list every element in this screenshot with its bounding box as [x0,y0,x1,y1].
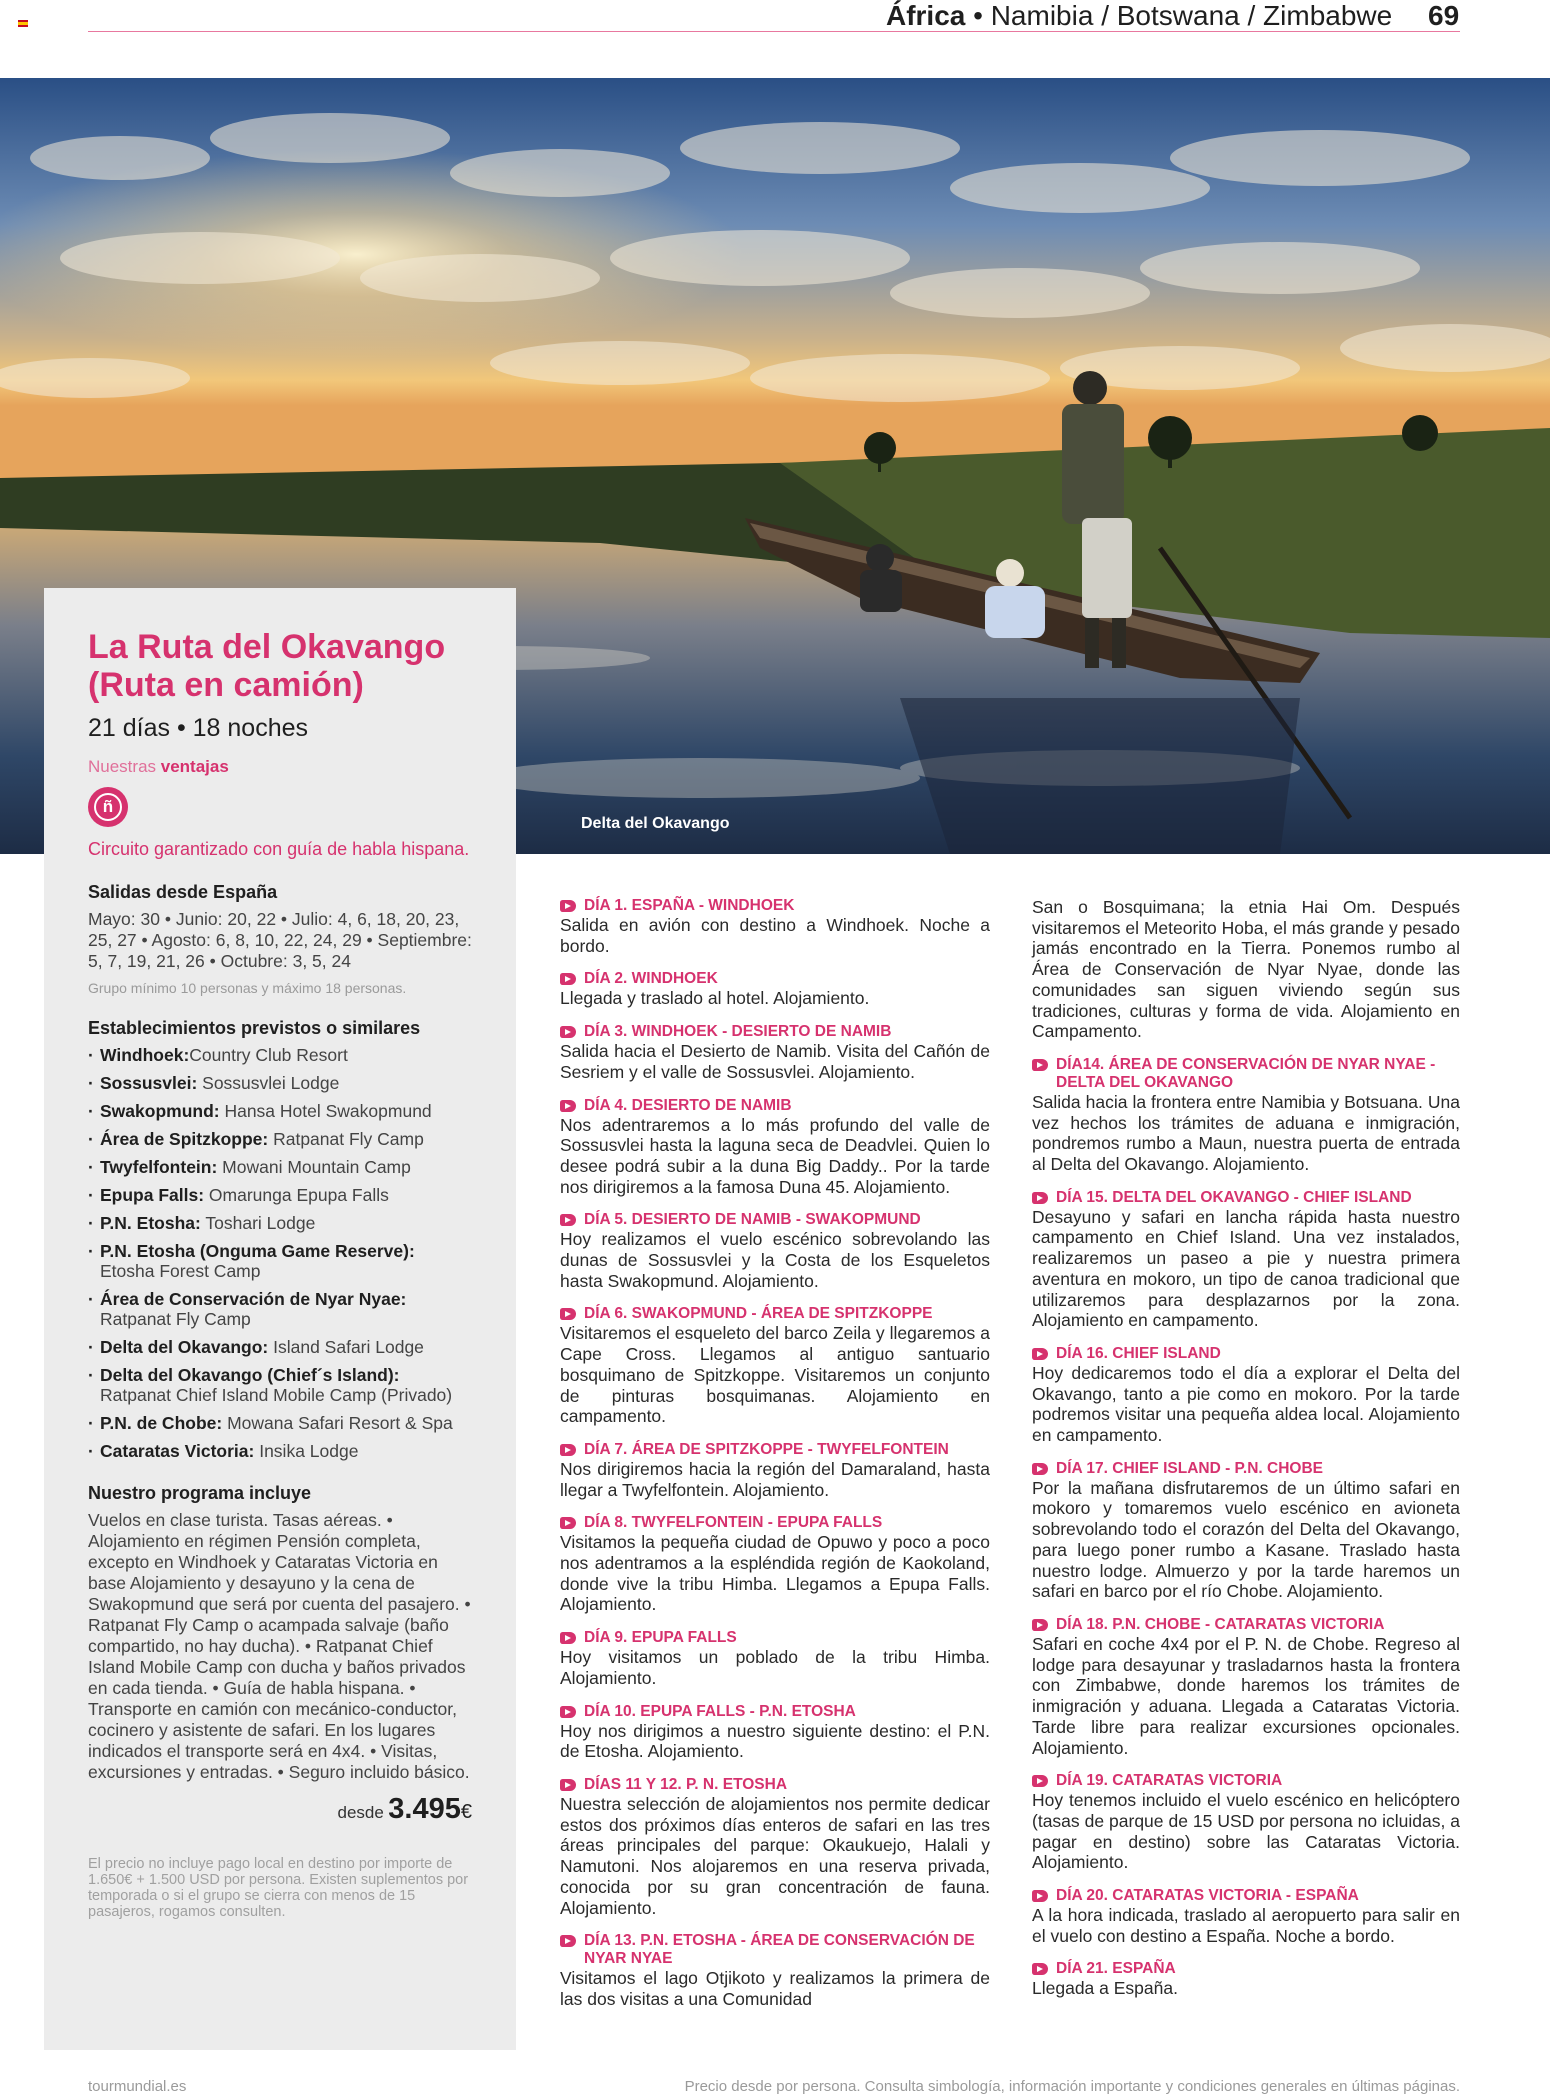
advantages-prefix: Nuestras [88,757,157,776]
establishment-place: Epupa Falls: [100,1185,205,1205]
footer-note: Precio desde por persona. Consulta simbología, información importante y condiciones generales en últimas páginas. [684,2078,1460,2095]
day-text: Salida hacia el Desierto de Namib. Visita del Cañón de Sesriem y el valle de Sossusvlei. Alojamiento. [560,1041,990,1082]
play-bullet-icon [560,1100,576,1112]
establishment-place: Windhoek: [100,1045,190,1065]
day-title: DÍA 10. EPUPA FALLS - P.N. ETOSHA [584,1702,856,1720]
day-text: Safari en coche 4x4 por el P. N. de Chobe. Regreso al lodge para desayunar y trasladarnos hasta la frontera con Zimbabwe, donde haremos los trámites de inmigración y aduana. Llegada a Cataratas Victoria. Tarde libre para realizar excursiones opcionales. Alojamiento. [1032,1633,1460,1758]
trip-info-box [44,588,516,2050]
day-heading [1032,1189,1460,1207]
establishment-item [88,1129,472,1149]
play-bullet-icon [1032,1192,1048,1204]
day-text: Visitamos la pequeña ciudad de Opuwo y poco a poco nos adentramos a la espléndida región de Kaokoland, donde vive la tribu Himba. Llegamos a Epupa Falls. Alojamiento. [560,1532,990,1615]
itinerary-day [560,1023,990,1082]
price-from: desde [337,1803,384,1822]
day-title: DÍA 8. TWYFELFONTEIN - EPUPA FALLS [584,1514,883,1532]
day-title: DÍA 5. DESIERTO DE NAMIB - SWAKOPMUND [584,1211,921,1229]
establishment-item [88,1337,472,1357]
play-bullet-icon [560,1444,576,1456]
page-number: 69 [1428,0,1460,31]
day-heading [560,1932,990,1968]
play-bullet-icon [1032,1059,1048,1071]
day-text: Desayuno y safari en lancha rápida hasta nuestro campamento en Chief Island. Una vez instalados, realizaremos un paseo a pie y nuestra primera aventura en mokoro, un tipo de canoa tradicional que utilizaremos para desplazarnos por la zona. Alojamiento en campamento. [1032,1206,1460,1331]
establishment-place: P.N. Etosha (Onguma Game Reserve): [100,1241,415,1261]
day-heading [560,1441,990,1459]
day-title: DÍA 15. DELTA DEL OKAVANGO - CHIEF ISLAND [1056,1188,1412,1206]
itinerary-day [1032,1772,1460,1873]
establishment-place: Área de Conservación de Nyar Nyae: [100,1289,407,1309]
day-text: Por la mañana disfrutaremos de un último safari en mokoro y tomaremos vuelo escénico en avioneta sobrevolando todo el corazón del Delta del Okavango, para luego poner rumbo a Kasane. Traslado hasta nuestro lodge. Almuerzo y por la tarde haremos un safari en barco por el río Chobe. Alojamiento. [1032,1477,1460,1602]
establishment-item [88,1413,472,1433]
establishment-item [88,1045,472,1065]
day-heading [560,897,990,915]
establishment-item [88,1213,472,1233]
day-heading [560,1514,990,1532]
establishment-hotel: Island Safari Lodge [268,1337,424,1357]
day-heading [1032,1460,1460,1478]
day-text: Nuestra selección de alojamientos nos permite dedicar estos dos próximos días enteros de safari en las tres áreas principales del parque: Okaukuejo, Halali y Namutoni. Nos alojaremos en una reserva privada, conocida por su gran concentración de fauna. Alojamiento. [560,1793,990,1918]
advantages-heading [88,757,472,777]
day-heading [560,1776,990,1794]
day-title: DÍA 6. SWAKOPMUND - ÁREA DE SPITZKOPPE [584,1305,933,1323]
advantages-bold: ventajas [160,757,229,776]
itinerary-day [560,1932,990,2009]
establishment-hotel: Ratpanat Fly Camp [100,1309,251,1329]
price-currency: € [460,1801,472,1823]
itinerary-day [560,897,990,956]
day-text: Hoy dedicaremos todo el día a explorar el Delta del Okavango, tanto a pie como en mokoro. Por la tarde podremos visitar una pequeña aldea local. Alojamiento en campamento. [1032,1362,1460,1446]
day-text-continued: San o Bosquimana; la etnia Hai Om. Después visitaremos el Meteorito Hoba, el más grande y pesado jamás encontrado en la Tierra. Ponemos rumbo al Área de Conservación de Nyar Nyae, donde las comunidades san siguen viviendo según sus tradiciones, culturas y forma de vida. Alojamiento en Campamento. [1032,897,1460,1042]
establishment-hotel: Sossusvlei Lodge [197,1073,340,1093]
day-heading [560,970,990,988]
establishment-item [88,1185,472,1205]
day-heading [560,1703,990,1721]
establishment-place: Sossusvlei: [100,1073,198,1093]
establishment-item [88,1157,472,1177]
day-heading [1032,1616,1460,1634]
itinerary-day [1032,1616,1460,1758]
play-bullet-icon [1032,1619,1048,1631]
header-region: África [885,0,966,31]
play-bullet-icon [1032,1963,1048,1975]
day-title: DÍA 21. ESPAÑA [1056,1960,1176,1978]
itinerary-day [560,1514,990,1615]
itinerary-day [1032,1189,1460,1331]
spanish-guide-icon-glyph: ñ [94,793,122,821]
footer-website[interactable]: tourmundial.es [88,2078,187,2095]
itinerary-day [560,1097,990,1198]
establishment-hotel: Mowani Mountain Camp [217,1157,411,1177]
itinerary-day [1032,1460,1460,1602]
day-heading [1032,1887,1460,1905]
play-bullet-icon [560,1935,576,1947]
day-title: DÍA 1. ESPAÑA - WINDHOEK [584,897,795,914]
establishment-place: Twyfelfontein: [100,1157,218,1177]
day-title: DÍA 16. CHIEF ISLAND [1056,1344,1221,1362]
establishments-heading: Establecimientos previstos o similares [88,1018,421,1038]
itinerary-day [1032,1345,1460,1446]
establishment-hotel: Toshari Lodge [200,1213,316,1233]
includes-heading: Nuestro programa incluye [88,1483,312,1503]
day-text: Llegada y traslado al hotel. Alojamiento. [560,988,870,1009]
day-text: Salida en avión con destino a Windhoek. Noche a bordo. [560,915,990,956]
establishment-hotel: Insika Lodge [254,1441,359,1461]
play-bullet-icon [560,1214,576,1226]
page-header [886,0,1460,32]
establishment-place: Swakopmund: [100,1101,220,1121]
itinerary-day [560,1629,990,1688]
establishment-item [88,1101,472,1121]
spain-flag-icon [18,20,28,27]
establishments-list [88,1045,472,1461]
hero-caption: Delta del Okavango [581,815,730,832]
day-heading [560,1629,990,1647]
establishment-place: P.N. Etosha: [100,1213,201,1233]
header-countries: • Namibia / Botswana / Zimbabwe [973,0,1393,31]
establishment-place: P.N. de Chobe: [100,1413,223,1433]
itinerary-day [1032,1056,1460,1175]
day-text: Hoy nos dirigimos a nuestro siguiente destino: el P.N. de Etosha. Alojamiento. [560,1720,990,1762]
itinerary-day [1032,1960,1460,1999]
itinerary-day [1032,1887,1460,1946]
trip-title: La Ruta del Okavango (Ruta en camión) [88,628,446,704]
day-text: Nos adentraremos a lo más profundo del valle de Sossusvlei hasta la laguna seca de Deadvlei. Quien lo desee podrá subir a la duna Big Daddy.. Por la tarde nos dirigiremos a la famosa Duna 45. Alojamiento. [560,1114,990,1197]
day-heading [1032,1772,1460,1790]
spanish-guide-icon [88,787,128,827]
price-note: El precio no incluye pago local en destino por importe de 1.650€ + 1.500 USD por persona. Existen suplementos por temporada o si el grupo se cierra con menos de 15 pasajeros, rogamos consulten. [88,1856,469,1920]
day-title: DÍA 4. DESIERTO DE NAMIB [584,1096,792,1114]
play-bullet-icon [560,973,576,985]
price-amount: 3.495 [388,1793,461,1825]
day-text: Nos dirigiremos hacia la región del Damaraland, hasta llegar a Twyfelfontein. Alojamiento. [560,1458,990,1500]
trip-duration: 21 días • 18 noches [88,714,309,742]
day-heading [1032,1960,1460,1978]
departures-text: Mayo: 30 • Junio: 20, 22 • Julio: 4, 6, 18, 20, 23, 25, 27 • Agosto: 6, 8, 10, 22, 24, 29 • Septiembre: 5, 7, 19, 21, 26 • Octubre: 3, 5, 24 [88,909,472,971]
day-text: Visitamos el lago Otjikoto y realizamos la primera de las dos visitas a una Comunidad [560,1968,990,2009]
itinerary-day [560,1703,990,1762]
establishment-place: Delta del Okavango: [100,1337,269,1357]
play-bullet-icon [560,1779,576,1791]
establishment-hotel: Ratpanat Fly Camp [268,1129,424,1149]
play-bullet-icon [560,900,576,912]
day-heading [1032,1345,1460,1363]
establishment-item [88,1289,472,1329]
establishment-item [88,1073,472,1093]
day-text: A la hora indicada, traslado al aeropuerto para salir en el vuelo con destino a España. Noche a bordo. [1032,1905,1460,1946]
play-bullet-icon [1032,1775,1048,1787]
establishment-hotel: Country Club Resort [189,1045,348,1065]
day-heading [560,1305,990,1323]
advantage-text: Circuito garantizado con guía de habla hispana. [88,839,470,859]
day-text: Hoy visitamos un poblado de la tribu Himba. Alojamiento. [560,1647,990,1688]
day-title: DÍA 18. P.N. CHOBE - CATARATAS VICTORIA [1056,1615,1385,1633]
play-bullet-icon [1032,1463,1048,1475]
itinerary-day [560,1441,990,1500]
day-text: Salida hacia la frontera entre Namibia y Botsuana. Una vez hechos los trámites de aduana e inmigración, pondremos rumbo a Maun, nuestra puerta de entrada al Delta del Okavango. Alojamiento. [1032,1091,1460,1175]
includes-text: Vuelos en clase turista. Tasas aéreas. • Alojamiento en régimen Pensión completa, excepto en Windhoek y Cataratas Victoria en base Alojamiento y desayuno y la cena de Swakopmund que será por cuenta del pasajero. • Ratpanat Fly Camp o acampada salvaje (baño compartido, no hay ducha). • Ratpanat Chief Island Mobile Camp con ducha y baños privados en cada tienda. • Guía de habla hispana. • Transporte en camión con mecánico-conductor, cocinero y asistente de safari. En los lugares indicados el transporte será en 4x4. • Visitas, excursiones y entradas. • Seguro incluido básico. [88,1510,471,1782]
day-title: DÍAS 11 Y 12. P. N. ETOSHA [584,1775,788,1793]
establishment-hotel: Hansa Hotel Swakopmund [219,1101,432,1121]
day-title: DÍA 19. CATARATAS VICTORIA [1056,1772,1283,1790]
departures-heading: Salidas desde España [88,882,278,902]
itinerary-column-right [1032,897,1460,2013]
day-title: DÍA 13. P.N. ETOSHA - ÁREA DE CONSERVACIÓN DE NYAR NYAE [584,1932,975,1968]
itinerary-column-left [560,897,990,2024]
itinerary-day [560,970,990,1009]
establishment-place: Área de Spitzkoppe: [100,1129,269,1149]
price-row [88,1793,472,1826]
day-heading [560,1211,990,1229]
day-title: DÍA 17. CHIEF ISLAND - P.N. CHOBE [1056,1459,1323,1477]
day-text: Llegada a España. [1032,1978,1178,1999]
establishment-hotel: Mowana Safari Resort & Spa [222,1413,453,1433]
itinerary-day [560,1305,990,1427]
play-bullet-icon [560,1706,576,1718]
play-bullet-icon [560,1308,576,1320]
day-title: DÍA 7. ÁREA DE SPITZKOPPE - TWYFELFONTEIN [584,1440,949,1458]
day-heading [1032,1056,1460,1092]
header-rule [88,31,1460,32]
day-title: DÍA14. ÁREA DE CONSERVACIÓN DE NYAR NYAE - DELTA DEL OKAVANGO [1056,1055,1436,1091]
establishment-hotel: Ratpanat Chief Island Mobile Camp (Privado) [100,1385,453,1405]
establishment-item [88,1441,472,1461]
group-note: Grupo mínimo 10 personas y máximo 18 personas. [88,980,407,996]
establishment-place: Delta del Okavango (Chief´s Island): [100,1365,400,1385]
itinerary-day [560,1211,990,1291]
day-heading [560,1097,990,1115]
day-text: Hoy realizamos el vuelo escénico sobrevolando las dunas de Sossusvlei y la Costa de los Esqueletos hasta Swakopmund. Alojamiento. [560,1229,990,1291]
play-bullet-icon [560,1026,576,1038]
establishment-item [88,1365,472,1405]
day-title: DÍA 3. WINDHOEK - DESIERTO DE NAMIB [584,1023,892,1041]
play-bullet-icon [1032,1348,1048,1360]
establishment-hotel: Etosha Forest Camp [100,1261,261,1281]
play-bullet-icon [1032,1890,1048,1902]
day-text: Hoy tenemos incluido el vuelo escénico en helicóptero (tasas de parque de 15 USD por persona no icluidas, a pagar en destino) sobre las Cataratas Victoria. Alojamiento. [1032,1790,1460,1873]
day-title: DÍA 20. CATARATAS VICTORIA - ESPAÑA [1056,1887,1359,1905]
establishment-item [88,1241,472,1281]
establishment-place: Cataratas Victoria: [100,1441,255,1461]
itinerary-day [560,1776,990,1918]
day-text: Visitaremos el esqueleto del barco Zeila y llegaremos a Cape Cross. Llegamos al antiguo santuario bosquimano de Spitzkoppe. Visitaremos un conjunto de pinturas bosquimanas. Alojamiento en campamento. [560,1323,990,1427]
day-title: DÍA 2. WINDHOEK [584,970,718,988]
day-title: DÍA 9. EPUPA FALLS [584,1629,737,1647]
day-heading [560,1023,990,1041]
establishment-hotel: Omarunga Epupa Falls [204,1185,389,1205]
play-bullet-icon [560,1517,576,1529]
play-bullet-icon [560,1632,576,1644]
